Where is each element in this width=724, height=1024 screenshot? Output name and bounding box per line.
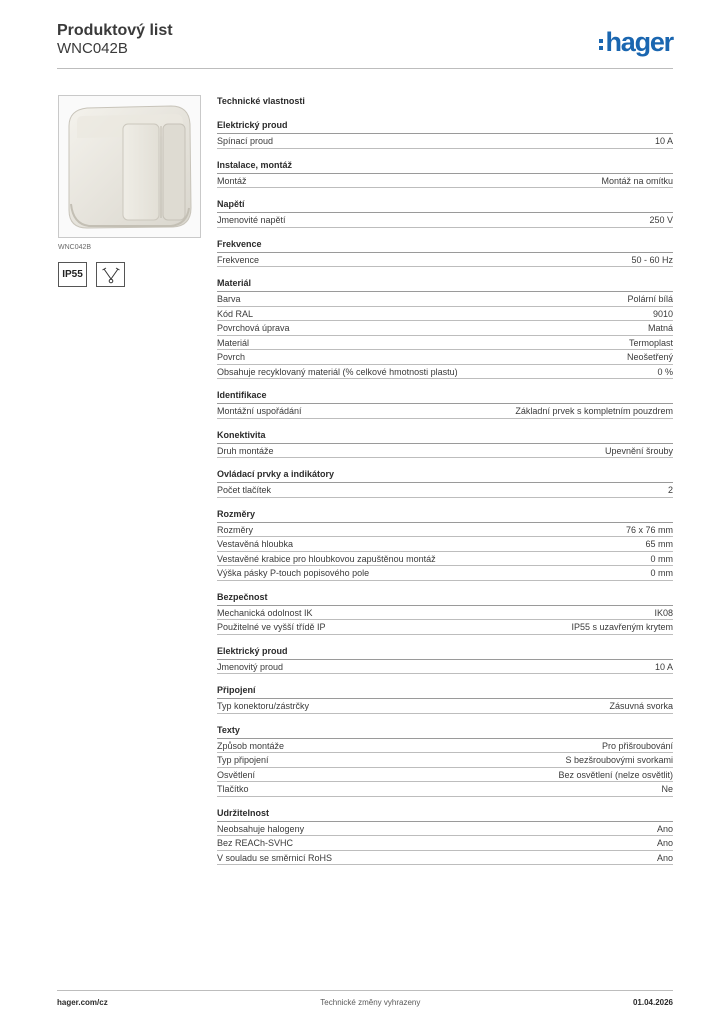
spec-value: 0 mm — [650, 568, 673, 578]
spec-row — [217, 851, 673, 866]
logo-dots-icon — [599, 39, 603, 50]
spec-group-title: Instalace, montáž — [217, 160, 673, 174]
spec-row — [217, 768, 673, 783]
spec-group — [217, 509, 673, 581]
spec-label: Výška pásky P-touch popisového pole — [217, 568, 370, 578]
technical-specs — [217, 96, 673, 876]
spec-row — [217, 350, 673, 365]
switch-symbol-icon — [96, 262, 125, 287]
spec-row — [217, 822, 673, 837]
spec-label: Typ připojení — [217, 755, 269, 765]
spec-label: Materiál — [217, 337, 250, 348]
spec-label: Montážní uspořádání — [217, 406, 302, 416]
spec-value: Zásuvná svorka — [609, 701, 673, 711]
spec-row — [217, 321, 673, 336]
spec-row — [217, 739, 673, 754]
spec-label: Použitelné ve vyšší třídě IP — [217, 622, 326, 632]
header-divider — [57, 68, 673, 69]
spec-label: Frekvence — [217, 254, 260, 265]
footer-site-link[interactable]: hager.com/cz — [57, 998, 108, 1007]
spec-value: 10 A — [654, 661, 673, 672]
spec-value: 50 - 60 Hz — [631, 254, 673, 265]
spec-label: Tlačítko — [217, 784, 249, 794]
spec-label: Vestavěná hloubka — [217, 539, 294, 549]
spec-group-title: Identifikace — [217, 390, 673, 404]
spec-value: 2 — [667, 485, 673, 495]
spec-label: Druh montáže — [217, 445, 274, 456]
spec-value: IK08 — [654, 607, 673, 618]
spec-group — [217, 199, 673, 228]
image-caption: WNC042B — [58, 244, 92, 251]
spec-group — [217, 390, 673, 419]
spec-value: Ano — [656, 852, 673, 863]
footer-date: 01.04.2026 — [632, 998, 673, 1007]
spec-group-title: Bezpečnost — [217, 592, 673, 606]
spec-row — [217, 336, 673, 351]
spec-label: Spínací proud — [217, 136, 274, 146]
hager-logo[interactable] — [599, 28, 673, 56]
spec-group — [217, 239, 673, 268]
spec-group — [217, 278, 673, 379]
spec-value: 65 mm — [645, 539, 673, 549]
spec-row — [217, 404, 673, 419]
spec-row — [217, 566, 673, 581]
spec-value: Montáž na omítku — [601, 175, 673, 186]
spec-group-title: Elektrický proud — [217, 120, 673, 134]
spec-row — [217, 660, 673, 675]
spec-value: 0 mm — [650, 553, 673, 564]
spec-row — [217, 552, 673, 567]
spec-label: Jmenovitý proud — [217, 661, 284, 672]
page-footer — [57, 998, 673, 1007]
spec-row — [217, 174, 673, 189]
spec-group — [217, 469, 673, 498]
spec-group-title: Připojení — [217, 685, 673, 699]
spec-row — [217, 606, 673, 621]
spec-row — [217, 699, 673, 714]
spec-value: Základní prvek s kompletním pouzdrem — [515, 406, 673, 416]
spec-row — [217, 444, 673, 459]
spec-row — [217, 292, 673, 307]
spec-group — [217, 808, 673, 866]
spec-value: 250 V — [649, 215, 673, 225]
spec-label: Neobsahuje halogeny — [217, 823, 305, 834]
spec-group — [217, 592, 673, 635]
spec-row — [217, 307, 673, 322]
spec-value: IP55 s uzavřeným krytem — [571, 622, 673, 632]
spec-label: Způsob montáže — [217, 740, 285, 751]
spec-label: Jmenovité napětí — [217, 215, 286, 225]
spec-group — [217, 646, 673, 675]
spec-label: Bez REACh-SVHC — [217, 838, 294, 848]
spec-label: Barva — [217, 294, 241, 304]
spec-row — [217, 365, 673, 380]
spec-group — [217, 160, 673, 189]
product-image — [58, 95, 201, 238]
footer-divider — [57, 990, 673, 991]
spec-row — [217, 213, 673, 228]
footer-note: Technické změny vyhrazeny — [320, 998, 421, 1007]
page-title: Produktový list — [57, 22, 173, 39]
page-header — [57, 22, 673, 70]
spec-group-title: Udržitelnost — [217, 808, 673, 822]
spec-value: Upevnění šrouby — [604, 445, 673, 456]
spec-group — [217, 685, 673, 714]
spec-label: Kód RAL — [217, 308, 254, 319]
spec-value: 0 % — [657, 366, 673, 377]
spec-value: Ano — [656, 823, 673, 834]
spec-label: Typ konektoru/zástrčky — [217, 701, 310, 711]
spec-label: Rozměry — [217, 524, 254, 535]
spec-row — [217, 253, 673, 268]
spec-group-title: Materiál — [217, 278, 673, 292]
spec-row — [217, 537, 673, 552]
spec-row — [217, 620, 673, 635]
spec-value: 76 x 76 mm — [625, 524, 673, 535]
spec-group-title: Ovládací prvky a indikátory — [217, 469, 673, 483]
spec-group-title: Elektrický proud — [217, 646, 673, 660]
spec-group-title: Napětí — [217, 199, 673, 213]
spec-row — [217, 836, 673, 851]
spec-value: Termoplast — [628, 337, 673, 348]
spec-value: 10 A — [654, 136, 673, 146]
ip-rating-badge: IP55 — [58, 262, 87, 287]
spec-value: Ne — [661, 784, 673, 794]
spec-value: 9010 — [652, 308, 673, 319]
logo-wordmark: hager — [605, 27, 673, 57]
spec-label: Počet tlačítek — [217, 485, 272, 495]
spec-label: Osvětlení — [217, 769, 256, 780]
spec-value: Polární bílá — [627, 294, 673, 304]
spec-row — [217, 483, 673, 498]
spec-value: Ano — [656, 838, 673, 848]
spec-label: Montáž — [217, 175, 247, 186]
spec-label: Mechanická odolnost IK — [217, 607, 313, 618]
spec-row — [217, 753, 673, 768]
spec-row — [217, 782, 673, 797]
spec-group — [217, 120, 673, 149]
spec-group-title: Rozměry — [217, 509, 673, 523]
spec-group-title: Frekvence — [217, 239, 673, 253]
specs-heading: Technické vlastnosti — [217, 96, 305, 106]
spec-label: Povrchová úprava — [217, 323, 290, 333]
spec-group — [217, 430, 673, 459]
spec-value: S bezšroubovými svorkami — [565, 755, 673, 765]
product-switch-illustration — [59, 96, 200, 237]
spec-groups — [217, 120, 673, 865]
spec-row — [217, 523, 673, 538]
spec-value: Neošetřený — [626, 352, 673, 362]
spec-value: Pro přišroubování — [601, 740, 673, 751]
product-number: WNC042B — [57, 40, 128, 57]
spec-row — [217, 134, 673, 149]
spec-value: Matná — [647, 323, 673, 333]
spec-label: Povrch — [217, 352, 246, 362]
spec-label: V souladu se směrnicí RoHS — [217, 852, 333, 863]
spec-group-title: Texty — [217, 725, 673, 739]
spec-value: Bez osvětlení (nelze osvětlit) — [558, 769, 673, 780]
spec-label: Vestavěné krabice pro hloubkovou zapuštěnou montáž — [217, 553, 436, 564]
spec-label: Obsahuje recyklovaný materiál (% celkové hmotnosti plastu) — [217, 366, 458, 377]
spec-group-title: Konektivita — [217, 430, 673, 444]
spec-group — [217, 725, 673, 797]
